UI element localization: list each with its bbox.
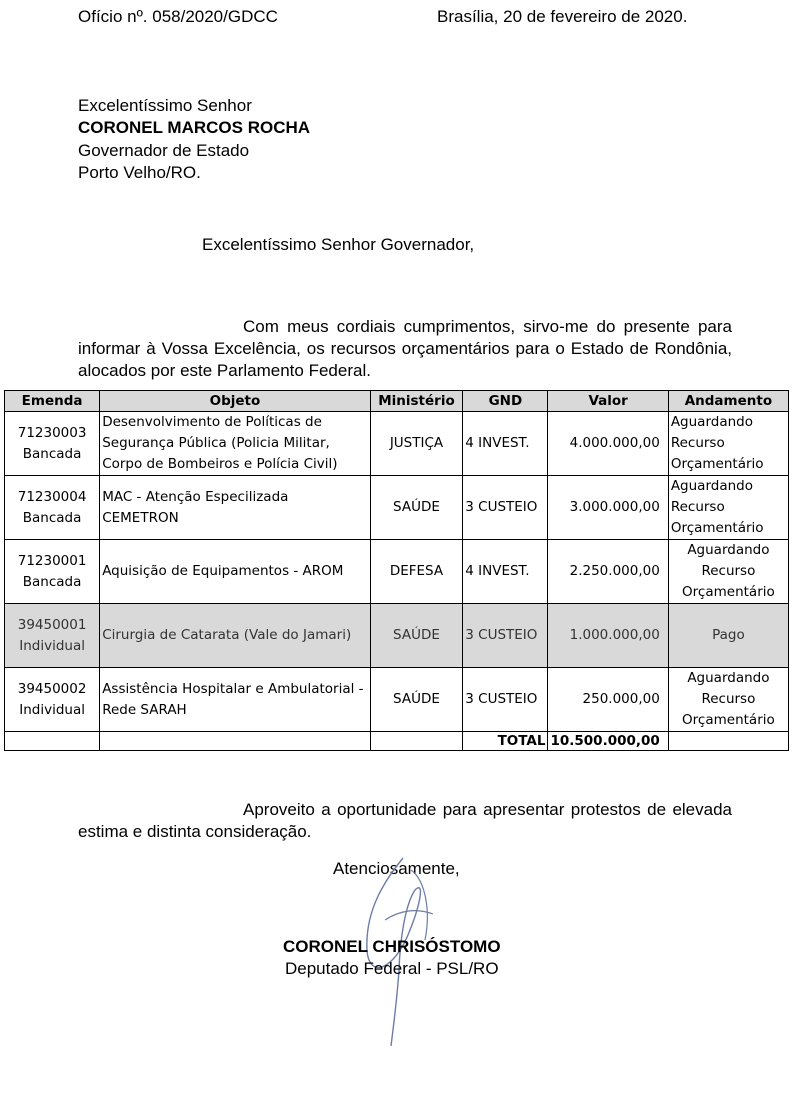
valor-cell: 4.000.000,00: [548, 412, 668, 476]
objeto-cell: Aquisição de Equipamentos - AROM: [100, 540, 371, 604]
table-row: [5, 540, 789, 604]
objeto-cell: Desenvolvimento de Políticas de Segurança Pública (Policia Militar, Corpo de Bombeiros e Polícia Civil): [100, 412, 371, 476]
andamento-cell: Aguardando Recurso Orçamentário: [668, 476, 788, 540]
amendments-table: [4, 390, 789, 751]
empty-cell: [100, 732, 371, 751]
total-value: 10.500.000,00: [548, 732, 668, 751]
emenda-type: Individual: [19, 701, 85, 718]
andamento-cell: Aguardando Recurso Orçamentário: [668, 412, 788, 476]
header-ministerio: Ministério: [370, 391, 463, 412]
valor-cell: 3.000.000,00: [548, 476, 668, 540]
gnd-cell: 4 INVEST.: [463, 412, 548, 476]
signer-name: CORONEL CHRISÓSTOMO: [283, 937, 501, 956]
andamento-cell: Aguardando Recurso Orçamentário: [668, 540, 788, 604]
document-date: Brasília, 20 de fevereiro de 2020.: [437, 7, 688, 26]
total-row: [5, 732, 789, 751]
emenda-cell: [5, 476, 100, 540]
gnd-cell: 3 CUSTEIO: [463, 604, 548, 668]
ministerio-cell: DEFESA: [370, 540, 463, 604]
valediction: Atenciosamente,: [333, 859, 460, 878]
intro-paragraph: [78, 316, 732, 382]
table-row: [5, 604, 789, 668]
gnd-cell: 3 CUSTEIO: [463, 476, 548, 540]
header-valor: Valor: [548, 391, 668, 412]
emenda-cell: [5, 412, 100, 476]
ministerio-cell: SAÚDE: [370, 476, 463, 540]
recipient-salutation: Excelentíssimo Senhor: [78, 96, 252, 115]
emenda-number: 71230003: [17, 424, 87, 441]
empty-cell: [5, 732, 100, 751]
header-emenda: Emenda: [5, 391, 100, 412]
objeto-cell: MAC - Atenção Especilizada CEMETRON: [100, 476, 371, 540]
emenda-number: 71230001: [17, 552, 87, 569]
total-label: TOTAL: [463, 732, 548, 751]
emenda-type: Bancada: [22, 445, 82, 462]
recipient-city: Porto Velho/RO.: [78, 163, 201, 182]
empty-cell: [668, 732, 788, 751]
ministerio-cell: SAÚDE: [370, 604, 463, 668]
emenda-cell: [5, 604, 100, 668]
emenda-number: 39450002: [17, 680, 87, 697]
recipient-name: CORONEL MARCOS ROCHA: [78, 118, 311, 137]
emenda-type: Bancada: [22, 573, 82, 590]
emenda-cell: [5, 668, 100, 732]
ministerio-cell: SAÚDE: [370, 668, 463, 732]
valor-cell: 250.000,00: [548, 668, 668, 732]
signer-role: Deputado Federal - PSL/RO: [285, 959, 499, 978]
emenda-cell: [5, 540, 100, 604]
andamento-cell: Pago: [668, 604, 788, 668]
valor-cell: 2.250.000,00: [548, 540, 668, 604]
emenda-type: Individual: [19, 637, 85, 654]
header-andamento: Andamento: [668, 391, 788, 412]
header-gnd: GND: [463, 391, 548, 412]
table-header-row: [5, 391, 789, 412]
empty-cell: [370, 732, 463, 751]
table-row: [5, 668, 789, 732]
recipient-role: Governador de Estado: [78, 141, 250, 160]
table-row: [5, 412, 789, 476]
objeto-cell: Assistência Hospitalar e Ambulatorial - Rede SARAH: [100, 668, 371, 732]
oficio-number: Ofício nº. 058/2020/GDCC: [78, 7, 278, 26]
gnd-cell: 3 CUSTEIO: [463, 668, 548, 732]
objeto-cell: Cirurgia de Catarata (Vale do Jamari): [100, 604, 371, 668]
emenda-number: 39450001: [17, 616, 87, 633]
gnd-cell: 4 INVEST.: [463, 540, 548, 604]
table-row: [5, 476, 789, 540]
header-objeto: Objeto: [100, 391, 371, 412]
greeting: Excelentíssimo Senhor Governador,: [202, 235, 475, 254]
valor-cell: 1.000.000,00: [548, 604, 668, 668]
intro-text: Com meus cordiais cumprimentos, sirvo-me do presente para informar à Vossa Excelência, os recursos orçamentários para o Estado de Rondônia, alocados por este Parlamento Federal.: [78, 317, 732, 380]
closing-paragraph: [78, 799, 732, 843]
andamento-cell: Aguardando Recurso Orçamentário: [668, 668, 788, 732]
ministerio-cell: JUSTIÇA: [370, 412, 463, 476]
emenda-type: Bancada: [22, 509, 82, 526]
closing-text: Aproveito a oportunidade para apresentar protestos de elevada estima e distinta consideração.: [78, 800, 732, 841]
emenda-number: 71230004: [17, 488, 87, 505]
